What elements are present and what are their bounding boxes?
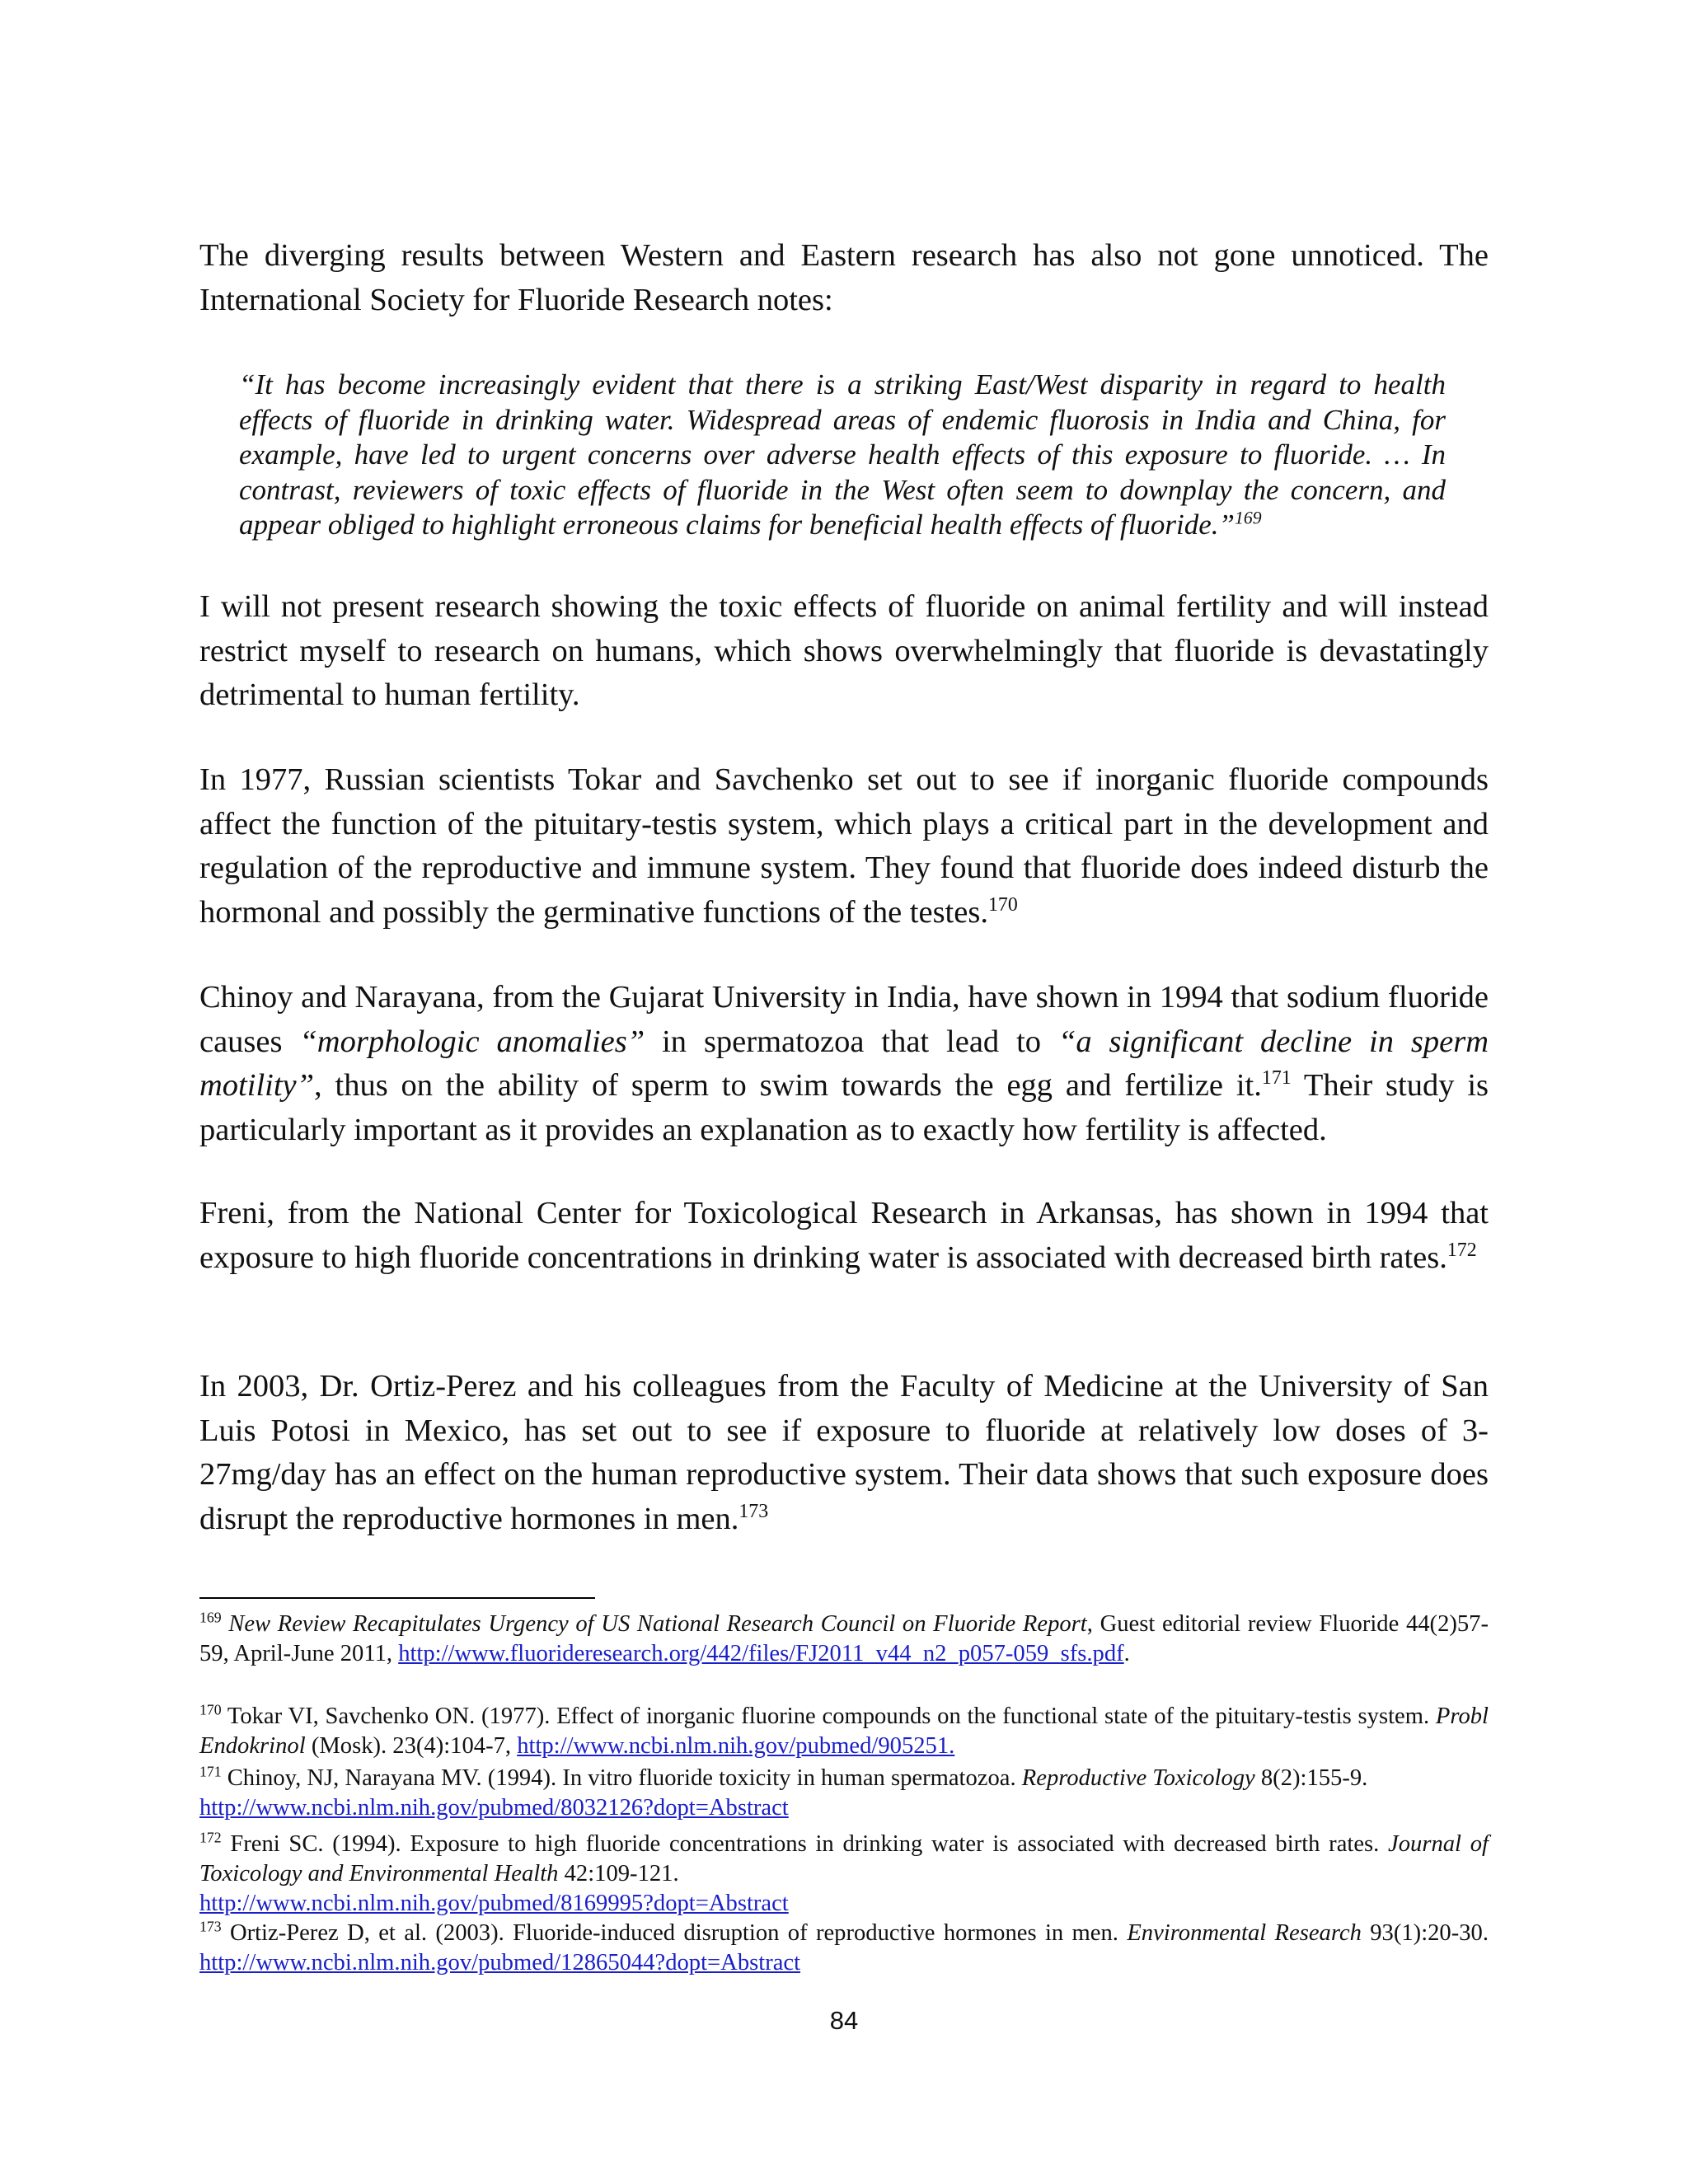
block-quote [239, 368, 1446, 543]
quote-sperm-motility: “a significant decline in sperm motility” [199, 1024, 1489, 1103]
footnote-169 [199, 1610, 1489, 1669]
footnote-text: Freni SC. (1994). Exposure to high fluoride concentrations in drinking water is associated with decreased birth rates. [221, 1831, 1389, 1857]
footnote-ref-171[interactable]: 171 [1261, 1067, 1292, 1090]
paragraph-chinoy-text-c: , thus on the ability of sperm to swim towards the egg and fertilize it. [314, 1068, 1262, 1103]
paragraph-chinoy [199, 976, 1489, 1152]
paragraph-tokar [199, 758, 1489, 935]
footnote-text-2: 42:109-121. [558, 1861, 679, 1886]
footnote-ref-169[interactable]: 169 [1235, 508, 1262, 528]
footnote-ref-170[interactable]: 170 [987, 893, 1018, 916]
block-quote-text: “It has become increasingly evident that there is a striking East/West disparity in regard to health effects of fluoride in drinking water. Widespread areas of endemic fluorosis in India and China, for example, have led to urgent concerns over adverse health effects of this exposure to fluoride. … In contrast, reviewers of toxic effects of fluoride in the West often seem to downplay the concern, and appear obliged to highlight erroneous claims for beneficial health effects of fluoride.” [239, 368, 1446, 541]
footnote-172 [199, 1830, 1489, 1919]
footnote-separator [199, 1597, 595, 1599]
paragraph-scope [199, 585, 1489, 718]
quote-morphologic-anomalies: “morphologic anomalies” [299, 1024, 645, 1059]
footnote-text: , Guest editorial review Fluoride 44(2)57-59, April-June 2011, [199, 1611, 1489, 1666]
paragraph-ortiz-text: In 2003, Dr. Ortiz-Perez and his colleagues from the Faculty of Medicine at the University of San Luis Potosi in Mexico, has set out to see if exposure to fluoride at relatively low doses of 3-27mg/day has an effect on the human reproductive system. Their data shows that such exposure does disrupt the reproductive hormones in men. [199, 1369, 1489, 1536]
footnote-170 [199, 1702, 1489, 1761]
footnote-text-2: (Mosk). 23(4):104-7, [305, 1733, 518, 1759]
footnote-171 [199, 1764, 1489, 1823]
paragraph-tokar-text: In 1977, Russian scientists Tokar and Savchenko set out to see if inorganic fluoride compounds affect the function of the pituitary-testis system, which plays a critical part in the development and regulation of the reproductive and immune system. They found that fluoride does indeed disturb the hormonal and possibly the germinative functions of the testes. [199, 762, 1489, 930]
page-number: 84 [829, 2006, 859, 2035]
footnote-ref-173[interactable]: 173 [738, 1500, 769, 1522]
footnote-journal: Probl Endokrinol [199, 1704, 1489, 1759]
footnote-text: Ortiz-Perez D, et al. (2003). Fluoride-induced disruption of reproductive hormones in men. [221, 1920, 1128, 1946]
paragraph-chinoy-text-a: Chinoy and Narayana, from the Gujarat University in India, have shown in 1994 that sodium fluoride causes [199, 980, 1489, 1059]
footnote-link[interactable]: http://www.ncbi.nlm.nih.gov/pubmed/8032126?dopt=Abstract [199, 1795, 789, 1821]
footnote-text: Chinoy, NJ, Narayana MV. (1994). In vitro fluoride toxicity in human spermatozoa. [221, 1765, 1022, 1791]
footnote-link[interactable]: http://www.ncbi.nlm.nih.gov/pubmed/905251. [517, 1733, 955, 1759]
footnote-number: 171 [199, 1763, 222, 1780]
footnote-number: 173 [199, 1918, 222, 1935]
paragraph-scope-text: I will not present research showing the toxic effects of fluoride on animal fertility and will instead restrict myself to research on humans, which shows overwhelmingly that fluoride is devastatingly detrimental to human fertility. [199, 589, 1489, 712]
footnote-number: 172 [199, 1829, 222, 1846]
paragraph-chinoy-text-d: Their study is particularly important as it provides an explanation as to exactly how fertility is affected. [199, 1068, 1489, 1147]
paragraph-intro-text: The diverging results between Western and Eastern research has also not gone unnoticed. The International Society for Fluoride Research notes: [199, 238, 1489, 317]
footnote-text-2: 93(1):20-30. [1361, 1920, 1489, 1946]
footnote-link[interactable]: http://www.ncbi.nlm.nih.gov/pubmed/8169995?dopt=Abstract [199, 1891, 789, 1916]
footnote-title: New Review Recapitulates Urgency of US National Research Council on Fluoride Report [228, 1611, 1087, 1637]
footnote-173 [199, 1919, 1489, 1978]
paragraph-intro [199, 234, 1489, 322]
footnote-ref-172[interactable]: 172 [1447, 1239, 1477, 1261]
footnote-link[interactable]: http://www.fluorideresearch.org/442/files/FJ2011_v44_n2_p057-059_sfs.pdf [398, 1641, 1124, 1666]
footnote-journal: Environmental Research [1127, 1920, 1362, 1946]
footnote-journal: Journal of Toxicology and Environmental Health [199, 1831, 1489, 1886]
footnote-text: Tokar VI, Savchenko ON. (1977). Effect of inorganic fluorine compounds on the functional state of the pituitary-testis system. [221, 1704, 1436, 1729]
footnote-journal: Reproductive Toxicology [1021, 1765, 1255, 1791]
footnote-number: 170 [199, 1701, 222, 1718]
footnote-number: 169 [199, 1609, 222, 1626]
footnote-text-2: 8(2):155-9. [1254, 1765, 1368, 1791]
paragraph-freni [199, 1192, 1489, 1280]
footnote-tail: . [1123, 1641, 1130, 1666]
paragraph-chinoy-text-b: in spermatozoa that lead to [645, 1024, 1058, 1059]
paragraph-ortiz [199, 1365, 1489, 1541]
paragraph-freni-text: Freni, from the National Center for Toxicological Research in Arkansas, has shown in 1994 that exposure to high fluoride concentrations in drinking water is associated with decreased birth rates. [199, 1196, 1489, 1275]
footnote-link[interactable]: http://www.ncbi.nlm.nih.gov/pubmed/12865044?dopt=Abstract [199, 1950, 801, 1975]
